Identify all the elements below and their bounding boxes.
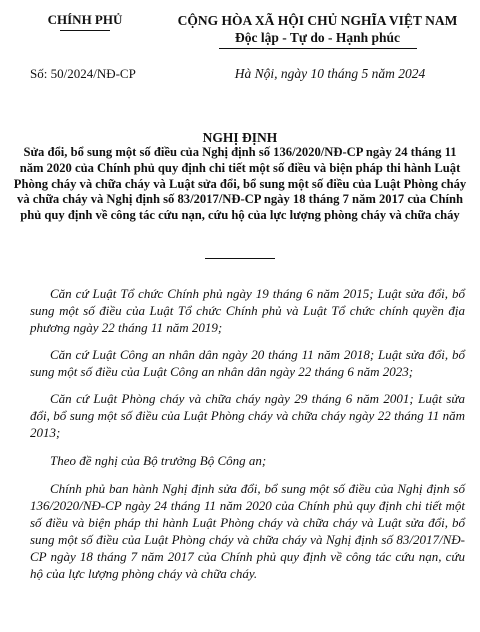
document-title: Sửa đổi, bổ sung một số điều của Nghị định số 136/2020/NĐ-CP ngày 24 tháng 11 năm 2020 của Chính phủ quy định chi tiết một số điều và biện pháp thi hành Luật Phòng cháy và chữa cháy và Luật sửa đổi, bổ sung một số điều của Luật Phòng cháy và chữa cháy và Nghị định số 83/2017/NĐ-CP ngày 18 tháng 7 năm 2017 của Chính phủ quy định về công tác cứu nạn, cứu hộ của lực lượng phòng cháy và chữa cháy — [13, 145, 467, 223]
issuing-authority: CHÍNH PHỦ — [47, 12, 123, 27]
proposal-statement: Theo đề nghị của Bộ trưởng Bộ Công an; — [50, 453, 267, 468]
issuing-authority-block — [10, 12, 160, 31]
legal-basis-government-law: Căn cứ Luật Tổ chức Chính phủ ngày 19 tháng 6 năm 2015; Luật sửa đổi, bổ sung một số điều của Luật Tổ chức Chính phủ và Luật Tổ chức chính quyền địa phương ngày 22 tháng 11 năm 2019; — [30, 286, 465, 335]
title-underline — [205, 258, 275, 259]
legal-basis-fire-law: Căn cứ Luật Phòng cháy và chữa cháy ngày 29 tháng 6 năm 2001; Luật sửa đổi, bổ sung một số điều của Luật Phòng cháy và chữa cháy ngày 22 tháng 11 năm 2013; — [30, 391, 465, 440]
national-motto: Độc lập - Tự do - Hạnh phúc — [234, 30, 401, 45]
motto-underline — [219, 48, 417, 49]
national-header-block — [165, 12, 470, 49]
national-title: CỘNG HÒA XÃ HỘI CHỦ NGHĨA VIỆT NAM — [177, 13, 458, 28]
place-and-date: Hà Nội, ngày 10 tháng 5 năm 2024 — [234, 66, 426, 81]
enactment-statement: Chính phủ ban hành Nghị định sửa đổi, bổ sung một số điều của Nghị định số 136/2020/NĐ-CP ngày 24 tháng 11 năm 2020 của Chính phủ quy định chi tiết một số điều và biện pháp thi hành Luật Phòng cháy và chữa cháy và Luật sửa đổi, bổ sung một số điều của Luật Phòng cháy và chữa cháy và Nghị định số 83/2017/NĐ-CP ngày 18 tháng 7 năm 2017 của Chính phủ quy định về công tác cứu nạn, cứu hộ của lực lượng phòng cháy và chữa cháy. — [30, 481, 465, 581]
authority-underline — [60, 30, 110, 31]
document-number: Số: 50/2024/NĐ-CP — [30, 66, 136, 81]
legal-basis-police-law: Căn cứ Luật Công an nhân dân ngày 20 tháng 11 năm 2018; Luật sửa đổi, bổ sung một số điều của Luật Công an nhân dân ngày 22 tháng 6 năm 2023; — [30, 347, 465, 379]
document-type: NGHỊ ĐỊNH — [202, 130, 278, 145]
